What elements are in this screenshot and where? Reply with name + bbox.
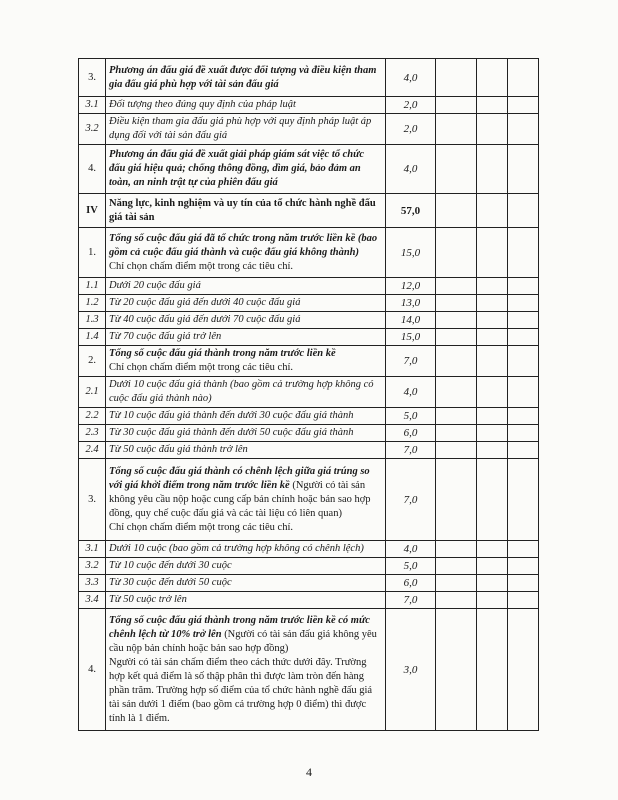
table-row: [79, 592, 539, 609]
max-score: 4,0: [386, 377, 436, 408]
row-number: 4.: [79, 145, 106, 194]
empty-score-cell: [477, 278, 508, 295]
empty-score-cell: [436, 145, 477, 194]
criterion-text: (Người có tài sản không yêu cầu nộp hoặc cung cấp bản chính hoặc bản sao hợp đồng, quy chế cuộc đấu giá và các tài liệu có liên quan): [109, 479, 371, 519]
max-score: 12,0: [386, 278, 436, 295]
criterion-text: Từ 10 cuộc đến dưới 30 cuộc: [109, 560, 232, 571]
empty-score-cell: [477, 59, 508, 97]
table-row: [79, 59, 539, 97]
table-row: [79, 312, 539, 329]
max-score: 2,0: [386, 114, 436, 145]
page-number: 4: [306, 765, 312, 779]
empty-score-cell: [508, 609, 539, 731]
criterion-text: Từ 50 cuộc trở lên: [109, 594, 187, 605]
row-number: 1.: [79, 228, 106, 278]
empty-score-cell: [508, 442, 539, 459]
empty-score-cell: [508, 312, 539, 329]
table-row: [79, 377, 539, 408]
empty-score-cell: [436, 541, 477, 558]
empty-score-cell: [436, 425, 477, 442]
empty-score-cell: [508, 558, 539, 575]
row-number: 1.4: [79, 329, 106, 346]
table-row: [79, 442, 539, 459]
max-score: 57,0: [386, 194, 436, 228]
empty-score-cell: [508, 59, 539, 97]
empty-score-cell: [508, 329, 539, 346]
row-number: 2.2: [79, 408, 106, 425]
empty-score-cell: [477, 114, 508, 145]
table-row: [79, 558, 539, 575]
row-number: 3.: [79, 59, 106, 97]
empty-score-cell: [508, 346, 539, 377]
criterion-text: Từ 40 cuộc đấu giá đến dưới 70 cuộc đấu giá: [109, 314, 301, 325]
empty-score-cell: [477, 442, 508, 459]
criterion-cell: [106, 145, 386, 194]
row-number: 3.1: [79, 97, 106, 114]
empty-score-cell: [508, 592, 539, 609]
row-number: 3.1: [79, 541, 106, 558]
table-row: [79, 114, 539, 145]
criterion-cell: [106, 575, 386, 592]
table-row: [79, 145, 539, 194]
empty-score-cell: [477, 575, 508, 592]
criterion-cell: [106, 59, 386, 97]
empty-score-cell: [436, 592, 477, 609]
empty-score-cell: [436, 194, 477, 228]
empty-score-cell: [508, 377, 539, 408]
criterion-cell: [106, 442, 386, 459]
criterion-cell: [106, 312, 386, 329]
criterion-cell: [106, 278, 386, 295]
criterion-text: Từ 30 cuộc đấu giá thành đến dưới 50 cuộc đấu giá thành: [109, 427, 354, 438]
empty-score-cell: [477, 97, 508, 114]
empty-score-cell: [508, 408, 539, 425]
empty-score-cell: [436, 295, 477, 312]
table-row: [79, 228, 539, 278]
row-number: 4.: [79, 609, 106, 731]
criterion-text: Người có tài sản chấm điểm theo cách thức dưới đây. Trường hợp kết quả điểm là số thập phân thì được làm tròn đến hàng phần trăm. Trường hợp số điểm của tổ chức hành nghề đấu giá tài sản dưới 1 điểm (bao gồm cả trường hợp 0 điểm) thì được tính là 1 điểm.: [109, 656, 373, 724]
empty-score-cell: [436, 59, 477, 97]
row-number: 2.4: [79, 442, 106, 459]
criterion-cell: [106, 408, 386, 425]
criterion-cell: [106, 558, 386, 575]
empty-score-cell: [436, 575, 477, 592]
criterion-text: Tổng số cuộc đấu giá thành trong năm trước liền kề có mức chênh lệch từ 10% trở lên: [109, 614, 370, 640]
empty-score-cell: [477, 295, 508, 312]
criterion-text: Dưới 10 cuộc đấu giá thành (bao gồm cả trường hợp không có cuộc đấu giá thành nào): [109, 379, 374, 404]
max-score: 3,0: [386, 609, 436, 731]
empty-score-cell: [508, 425, 539, 442]
criterion-cell: [106, 295, 386, 312]
empty-score-cell: [477, 194, 508, 228]
empty-score-cell: [508, 278, 539, 295]
row-number: 3.2: [79, 558, 106, 575]
empty-score-cell: [436, 346, 477, 377]
empty-score-cell: [477, 228, 508, 278]
max-score: 4,0: [386, 541, 436, 558]
table-row: [79, 329, 539, 346]
max-score: 2,0: [386, 97, 436, 114]
criterion-cell: [106, 346, 386, 377]
max-score: 14,0: [386, 312, 436, 329]
empty-score-cell: [508, 295, 539, 312]
criterion-text: Tổng số cuộc đấu giá thành có chênh lệch giữa giá trúng so với giá khởi điểm trong năm trước liền kề: [109, 465, 370, 491]
criterion-text: Dưới 10 cuộc (bao gồm cả trường hợp không có chênh lệch): [109, 543, 364, 554]
criterion-text: Từ 20 cuộc đấu giá đến dưới 40 cuộc đấu giá: [109, 297, 301, 308]
criterion-text: Từ 30 cuộc đến dưới 50 cuộc: [109, 577, 232, 588]
row-number: IV: [79, 194, 106, 228]
empty-score-cell: [436, 97, 477, 114]
row-number: 2.1: [79, 377, 106, 408]
table-row: [79, 194, 539, 228]
row-number: 3.3: [79, 575, 106, 592]
max-score: 5,0: [386, 558, 436, 575]
empty-score-cell: [477, 346, 508, 377]
empty-score-cell: [436, 278, 477, 295]
table-row: [79, 459, 539, 541]
scoring-table-body: [79, 59, 539, 731]
empty-score-cell: [508, 145, 539, 194]
empty-score-cell: [436, 408, 477, 425]
criterion-cell: [106, 97, 386, 114]
criterion-text: Chỉ chọn chấm điểm một trong các tiêu chí.: [109, 362, 293, 373]
row-number: 3.2: [79, 114, 106, 145]
row-number: 3.4: [79, 592, 106, 609]
empty-score-cell: [436, 312, 477, 329]
empty-score-cell: [436, 114, 477, 145]
table-row: [79, 609, 539, 731]
criterion-text: Tổng số cuộc đấu giá đã tổ chức trong năm trước liền kề (bao gồm cả cuộc đấu giá thành và cuộc đấu giá không thành): [109, 232, 378, 258]
table-row: [79, 575, 539, 592]
criterion-cell: [106, 329, 386, 346]
criterion-text: Tổng số cuộc đấu giá thành trong năm trước liền kề: [109, 348, 336, 359]
empty-score-cell: [508, 194, 539, 228]
row-number: 2.3: [79, 425, 106, 442]
empty-score-cell: [436, 558, 477, 575]
empty-score-cell: [508, 97, 539, 114]
criterion-text: Điều kiện tham gia đấu giá phù hợp với quy định pháp luật áp dụng đối với tài sản đấu giá: [109, 116, 372, 141]
criterion-text: Năng lực, kinh nghiệm và uy tín của tổ chức hành nghề đấu giá tài sản: [109, 197, 376, 223]
empty-score-cell: [477, 425, 508, 442]
table-row: [79, 346, 539, 377]
empty-score-cell: [477, 377, 508, 408]
empty-score-cell: [508, 228, 539, 278]
empty-score-cell: [477, 541, 508, 558]
empty-score-cell: [436, 609, 477, 731]
empty-score-cell: [436, 329, 477, 346]
empty-score-cell: [477, 145, 508, 194]
row-number: 1.2: [79, 295, 106, 312]
criterion-text: Từ 70 cuộc đấu giá trở lên: [109, 331, 222, 342]
criterion-text: Từ 10 cuộc đấu giá thành đến dưới 30 cuộc đấu giá thành: [109, 410, 354, 421]
criterion-cell: [106, 194, 386, 228]
row-number: 1.1: [79, 278, 106, 295]
table-row: [79, 541, 539, 558]
criterion-text: Dưới 20 cuộc đấu giá: [109, 280, 201, 291]
criterion-text: Phương án đấu giá đề xuất được đối tượng và điều kiện tham gia đấu giá phù hợp với tài sản đấu giá: [109, 64, 377, 90]
max-score: 7,0: [386, 346, 436, 377]
table-row: [79, 278, 539, 295]
criterion-text: Từ 50 cuộc đấu giá thành trở lên: [109, 444, 248, 455]
criterion-cell: [106, 592, 386, 609]
row-number: 1.3: [79, 312, 106, 329]
scoring-table: [78, 58, 539, 731]
criterion-text: Đối tượng theo đúng quy định của pháp luật: [109, 99, 296, 110]
table-row: [79, 97, 539, 114]
empty-score-cell: [477, 312, 508, 329]
empty-score-cell: [508, 459, 539, 541]
criterion-text: Chỉ chọn chấm điểm một trong các tiêu chí.: [109, 521, 293, 533]
criterion-cell: [106, 425, 386, 442]
criterion-cell: [106, 114, 386, 145]
max-score: 6,0: [386, 425, 436, 442]
empty-score-cell: [508, 575, 539, 592]
empty-score-cell: [508, 114, 539, 145]
criterion-cell: [106, 459, 386, 541]
criterion-cell: [106, 541, 386, 558]
max-score: 15,0: [386, 228, 436, 278]
table-row: [79, 295, 539, 312]
empty-score-cell: [477, 558, 508, 575]
max-score: 4,0: [386, 145, 436, 194]
row-number: 3.: [79, 459, 106, 541]
row-number: 2.: [79, 346, 106, 377]
criterion-text: (Người có tài sản đấu giá không yêu cầu nộp bản chính hoặc bản sao hợp đồng): [109, 628, 377, 654]
table-row: [79, 408, 539, 425]
max-score: 13,0: [386, 295, 436, 312]
max-score: 5,0: [386, 408, 436, 425]
max-score: 4,0: [386, 59, 436, 97]
empty-score-cell: [477, 329, 508, 346]
empty-score-cell: [477, 408, 508, 425]
max-score: 6,0: [386, 575, 436, 592]
criterion-cell: [106, 377, 386, 408]
table-row: [79, 425, 539, 442]
max-score: 7,0: [386, 592, 436, 609]
empty-score-cell: [436, 228, 477, 278]
empty-score-cell: [477, 459, 508, 541]
criterion-cell: [106, 609, 386, 731]
max-score: 7,0: [386, 459, 436, 541]
max-score: 15,0: [386, 329, 436, 346]
criterion-cell: [106, 228, 386, 278]
empty-score-cell: [436, 442, 477, 459]
empty-score-cell: [436, 459, 477, 541]
criterion-text: Phương án đấu giá đề xuất giải pháp giám sát việc tổ chức đấu giá hiệu quả; chống thông đồng, dìm giá, bảo đảm an toàn, an ninh trật tự của phiên đấu giá: [109, 149, 365, 188]
criterion-text: Chỉ chọn chấm điểm một trong các tiêu chí.: [109, 260, 293, 272]
empty-score-cell: [508, 541, 539, 558]
empty-score-cell: [477, 592, 508, 609]
max-score: 7,0: [386, 442, 436, 459]
empty-score-cell: [477, 609, 508, 731]
empty-score-cell: [436, 377, 477, 408]
